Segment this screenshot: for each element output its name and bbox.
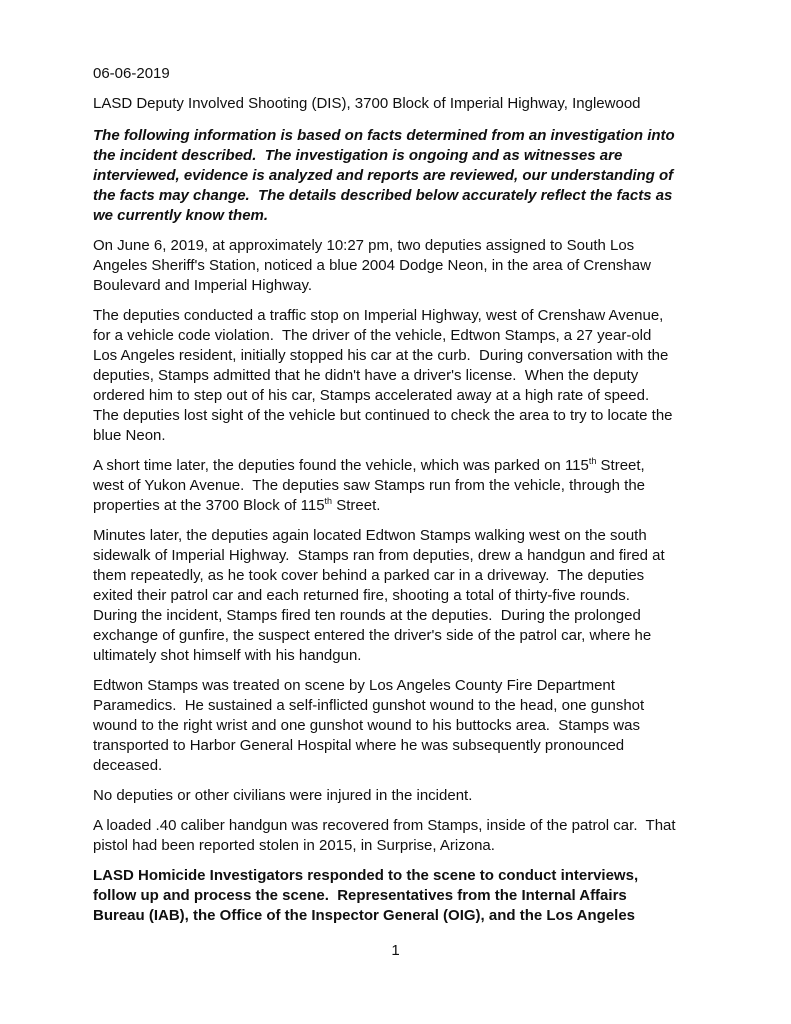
paragraph: [93, 866, 733, 926]
text-line: [93, 206, 733, 226]
paragraph: [93, 306, 733, 446]
paragraph: [93, 676, 733, 776]
page-number: 1: [391, 942, 400, 959]
text-run: On June 6, 2019, at approximately 10:27 pm, two deputies assigned to South Los: [93, 237, 635, 254]
text-line: [93, 786, 733, 806]
text-run: them repeatedly, as he took cover behind a parked car in a driveway. The deputies: [93, 567, 645, 584]
document-content: [93, 64, 733, 936]
text-line: [93, 496, 733, 516]
paragraph: [93, 786, 733, 806]
text-line: [93, 816, 733, 836]
text-line: [93, 696, 733, 716]
text-run: Street,: [596, 457, 645, 474]
text-line: [93, 456, 733, 476]
text-run: Bureau (IAB), the Office of the Inspector General (OIG), and the Los Angeles: [93, 907, 636, 924]
text-run: The deputies conducted a traffic stop on Imperial Highway, west of Crenshaw Avenue,: [93, 307, 664, 324]
text-run: Angeles Sheriff's Station, noticed a blue 2004 Dodge Neon, in the area of Crenshaw: [93, 257, 651, 274]
text-line: [93, 256, 733, 276]
text-line: [93, 676, 733, 696]
text-run: the facts may change. The details described below accurately reflect the facts as: [93, 187, 673, 204]
text-run: Minutes later, the deputies again located Edtwon Stamps walking west on the south: [93, 527, 647, 544]
paragraph: [93, 816, 733, 856]
paragraph: [93, 456, 733, 516]
text-line: [93, 736, 733, 756]
text-run: LASD Homicide Investigators responded to the scene to conduct interviews,: [93, 867, 639, 884]
text-line: [93, 186, 733, 206]
text-line: [93, 426, 733, 446]
paragraph: [93, 526, 733, 666]
text-run: Street.: [332, 497, 381, 514]
text-line: [93, 476, 733, 496]
paragraph: [93, 236, 733, 296]
superscript: th: [324, 496, 333, 506]
text-line: [93, 546, 733, 566]
text-line: [93, 566, 733, 586]
text-run: interviewed, evidence is analyzed and reports are reviewed, our understanding of: [93, 167, 674, 184]
text-run: exited their patrol car and each returned fire, shooting a total of thirty-five rounds.: [93, 587, 630, 604]
text-run: deceased.: [93, 757, 163, 774]
text-run: transported to Harbor General Hospital where he was subsequently pronounced: [93, 737, 625, 754]
text-run: west of Yukon Avenue. The deputies saw Stamps run from the vehicle, through the: [93, 477, 646, 494]
text-run: the incident described. The investigation is ongoing and as witnesses are: [93, 147, 623, 164]
text-run: During the incident, Stamps fired ten rounds at the deputies. During the prolonged: [93, 607, 641, 624]
text-run: A short time later, the deputies found the vehicle, which was parked on 115: [93, 457, 589, 474]
text-line: [93, 146, 733, 166]
text-line: [93, 166, 733, 186]
text-run: Boulevard and Imperial Highway.: [93, 277, 313, 294]
superscript: th: [588, 456, 597, 466]
text-run: ultimately shot himself with his handgun.: [93, 647, 362, 664]
text-line: [93, 886, 733, 906]
text-line: [93, 756, 733, 776]
text-line: [93, 606, 733, 626]
text-run: Los Angeles resident, initially stopped his car at the curb. During conversation with the: [93, 347, 669, 364]
text-run: for a vehicle code violation. The driver of the vehicle, Edtwon Stamps, a 27 year-old: [93, 327, 652, 344]
text-line: [93, 306, 733, 326]
text-line: [93, 646, 733, 666]
document-title: LASD Deputy Involved Shooting (DIS), 3700 Block of Imperial Highway, Inglewood: [93, 95, 641, 112]
text-line: [93, 716, 733, 736]
text-line: [93, 406, 733, 426]
text-run: exchange of gunfire, the suspect entered the driver's side of the patrol car, where he: [93, 627, 652, 644]
text-run: we currently know them.: [93, 207, 269, 224]
document-paragraphs: [93, 126, 733, 926]
text-run: sidewalk of Imperial Highway. Stamps ran from deputies, drew a handgun and fired at: [93, 547, 665, 564]
text-line: [93, 366, 733, 386]
text-line: [93, 236, 733, 256]
text-run: properties at the 3700 Block of 115: [93, 497, 325, 514]
text-line: [93, 526, 733, 546]
text-run: deputies, Stamps admitted that he didn't have a driver's license. When the deputy: [93, 367, 639, 384]
text-run: No deputies or other civilians were injured in the incident.: [93, 787, 473, 804]
text-line: [93, 586, 733, 606]
text-line: [93, 346, 733, 366]
text-line: [93, 126, 733, 146]
text-line: [93, 386, 733, 406]
document-date: 06-06-2019: [93, 65, 170, 82]
text-run: The following information is based on facts determined from an investigation into: [93, 127, 675, 144]
text-run: blue Neon.: [93, 427, 166, 444]
text-line: [93, 626, 733, 646]
paragraph: [93, 126, 733, 226]
text-line: [93, 866, 733, 886]
text-run: Edtwon Stamps was treated on scene by Los Angeles County Fire Department: [93, 677, 615, 694]
text-line: [93, 836, 733, 856]
text-run: follow up and process the scene. Representatives from the Internal Affairs: [93, 887, 627, 904]
text-run: The deputies lost sight of the vehicle but continued to check the area to try to locate the: [93, 407, 673, 424]
text-run: A loaded .40 caliber handgun was recovered from Stamps, inside of the patrol car. That: [93, 817, 676, 834]
text-line: [93, 326, 733, 346]
text-line: [93, 276, 733, 296]
text-run: ordered him to step out of his car, Stamps accelerated away at a high rate of speed.: [93, 387, 650, 404]
text-run: pistol had been reported stolen in 2015, in Surprise, Arizona.: [93, 837, 495, 854]
text-line: [93, 906, 733, 926]
text-run: Paramedics. He sustained a self-inflicted gunshot wound to the head, one gunshot: [93, 697, 645, 714]
text-run: wound to the right wrist and one gunshot wound to his buttocks area. Stamps was: [93, 717, 640, 734]
